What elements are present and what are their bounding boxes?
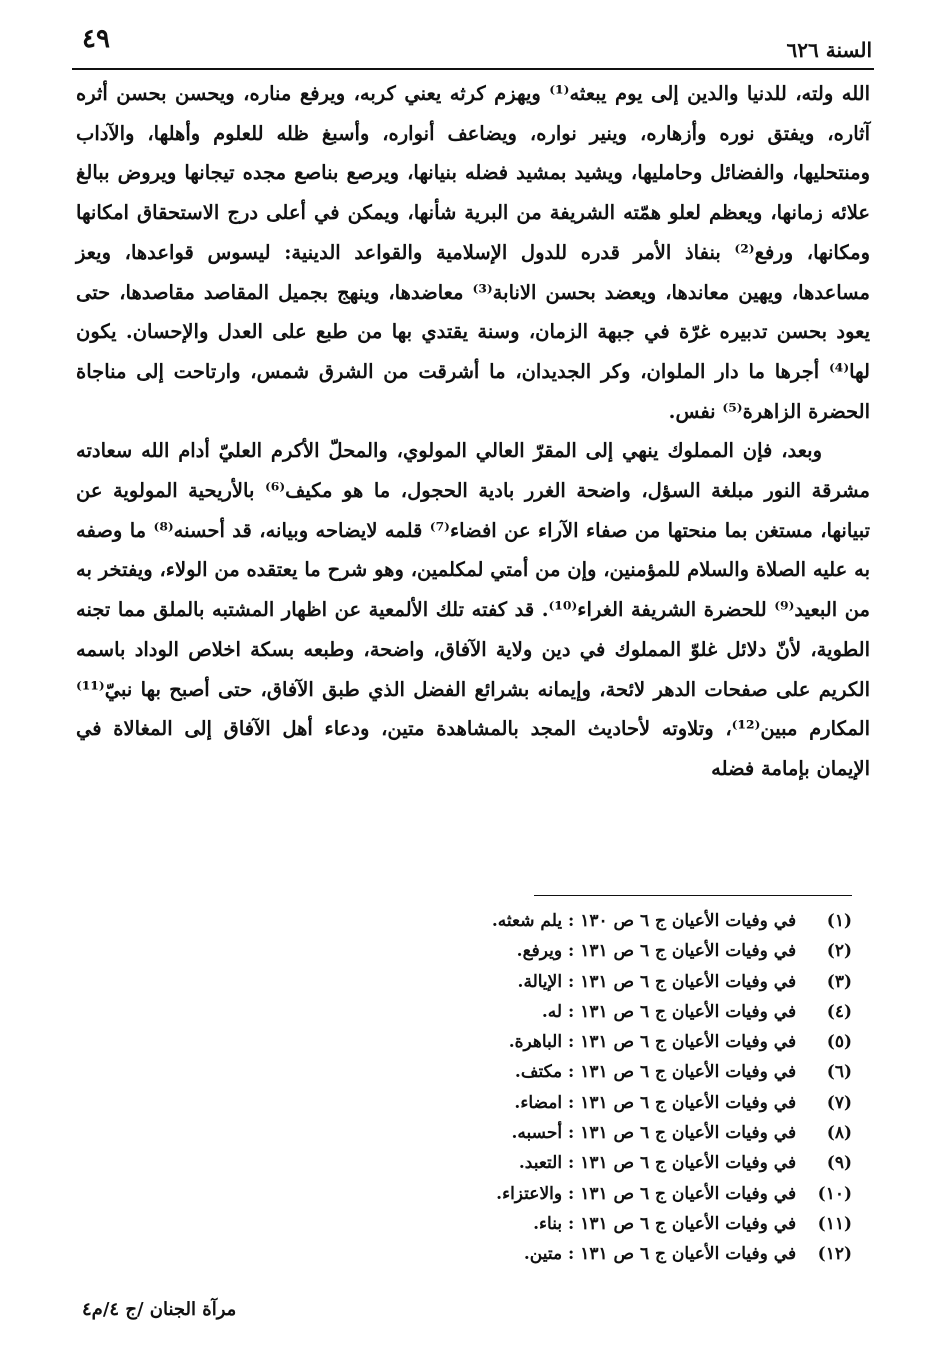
running-header-year: السنة ٦٢٦ [786,38,872,62]
footnote-item [432,997,852,1027]
paragraph-1: الله ولته، للدنيا والدين إلى يوم يبعثه⁽¹⁾ ويهزم كرثه يعني كربه، ويرفع مناره، ويحسن بحسن أثره آثاره، ويفتق نوره وأزهاره، وينير نواره، ويضاعف أنواره، وأسبغ ظله للعلوم وأهلها، والآداب ومنتحليها، والفضائل وحامليها، ويشيد بمشيد فضله بنيانها، ويرصع بناصع مجده تيجانها ويروض ببالغ علائه زمانها، ويعظم لعلو همّته الشريفة من البرية شأنها، ويمكن في أعلى درج الاستحقاق امكانها ومكانها، ورفع⁽²⁾ بنفاذ الأمر قدره للدول الإسلامية والقواعد الدينية: ليسوس قواعدها، ويعز مساعدها، ويهين معاندها، ويعضد بحسن الانابة⁽³⁾ معاضدها، وينهج بجميل المقاصد مقاصدها، حتى يعود بحسن تدبيره غرّة في جبهة الزمان، وسنة يقتدي بها من طبع على العدل والإحسان. يكون لها⁽⁴⁾ أجرها ما دار الملوان، وكر الجديدان، ما أشرقت من الشرق شمس، وارتاحت إلى مناجاة الحضرة الزاهرة⁽⁵⁾ نفس. [76,82,871,423]
footnote-text: في وفيات الأعيان ج ٦ ص ١٣١ : الباهرة. [508,1032,797,1053]
footnote-text: في وفيات الأعيان ج ٦ ص ١٣١ : أحسبه. [511,1123,797,1144]
footnote-number: (١١) [817,1213,852,1234]
footnote-number: (١٠) [817,1183,852,1204]
footnote-text: في وفيات الأعيان ج ٦ ص ١٣٠ : يلم شعثه. [491,911,797,931]
paragraph-2: وبعد، فإن المملوك ينهي إلى المقرّ العالي المولوي، والمحلّ الأكرم العليّ أدام الله سعادته مشرقة النور مبلغة السؤل، واضحة الغرر بادية الحجول، ما هو مكيف⁽⁶⁾ بالأريحية المولوية عن تبيانها، مستغن بما منحتها من صفاء الآراء عن افضاء⁽⁷⁾ قلمه لايضاحه وبيانه، قد أحسنه⁽⁸⁾ ما وصفه به عليه الصلاة والسلام للمؤمنين، وإن من أمتي لمكلمين، وهو شرح ما يعتقده من الولاء، ويفتخر به من البعيد⁽⁹⁾ للحضرة الشريفة الغراء⁽¹⁰⁾. قد كفته تلك الألمعية عن اظهار المشتبه بالملق مما تجنه الطوية، لأنّ دلائل غلوّ المملوك في دين ولاية الآفاق، واضحة، وطبعه بسكة اخلاص الوداد باسمه الكريم على صفحات الدهر لائحة، وإيمانه بشرائع الفضل الذي طبق الآفاق، حتى أصبح بها نبيّ⁽¹¹⁾ المكارم مبين⁽¹²⁾، وتلاوته لأحاديث المجد بالمشاهدة متين، ودعاء أهل الآفاق إلى المغالاة في الإيمان بإمامة فضله [76,439,870,780]
footnote-number: (٩) [826,1153,852,1174]
footnote-text: في وفيات الأعيان ج ٦ ص ١٣١ : التعبد. [518,1153,797,1174]
footnote-item [432,1118,852,1148]
header-rule [72,68,874,70]
footnote-number: (٨) [826,1123,852,1144]
footnote-text: في وفيات الأعيان ج ٦ ص ١٣١ : الإيالة. [517,971,797,992]
footnote-number: (٣) [826,971,852,992]
footnote-number: (٥) [826,1032,852,1053]
footnote-text: في وفيات الأعيان ج ٦ ص ١٣١ : امضاء. [514,1092,797,1113]
footnote-text: في وفيات الأعيان ج ٦ ص ١٣١ : متين. [523,1244,797,1265]
main-text [76,74,870,789]
footnote-item [432,1179,852,1209]
footnote-number: (٢) [826,941,852,962]
page-number: ٤٩ [82,24,110,54]
footnote-item [432,906,852,936]
footnote-item [432,967,852,997]
footnote-number: (١٢) [817,1244,852,1265]
footnote-item [432,1088,852,1118]
footnote-item [432,1057,852,1087]
footnote-text: في وفيات الأعيان ج ٦ ص ١٣١ : له. [541,1001,797,1022]
footnote-text: في وفيات الأعيان ج ٦ ص ١٣١ : ويرفع. [516,941,797,962]
footnote-number: (١) [826,911,852,931]
footnotes-list [432,906,852,1270]
footnote-item [432,1239,852,1269]
footnote-text: في وفيات الأعيان ج ٦ ص ١٣١ : والاعتزاء. [496,1183,797,1204]
footnote-text: في وفيات الأعيان ج ٦ ص ١٣١ : بناء. [533,1213,797,1234]
footnote-item [432,1148,852,1178]
footnote-number: (٧) [826,1092,852,1113]
footnote-item [432,1027,852,1057]
book-signature: مرآة الجنان /ج ٤/م٤ [82,1299,237,1320]
footnote-separator [534,895,852,896]
footnote-item [432,936,852,966]
footnote-item [432,1209,852,1239]
footnote-number: (٤) [826,1001,852,1022]
footnote-number: (٦) [826,1062,852,1083]
footnote-text: في وفيات الأعيان ج ٦ ص ١٣١ : مكتف. [514,1062,797,1083]
